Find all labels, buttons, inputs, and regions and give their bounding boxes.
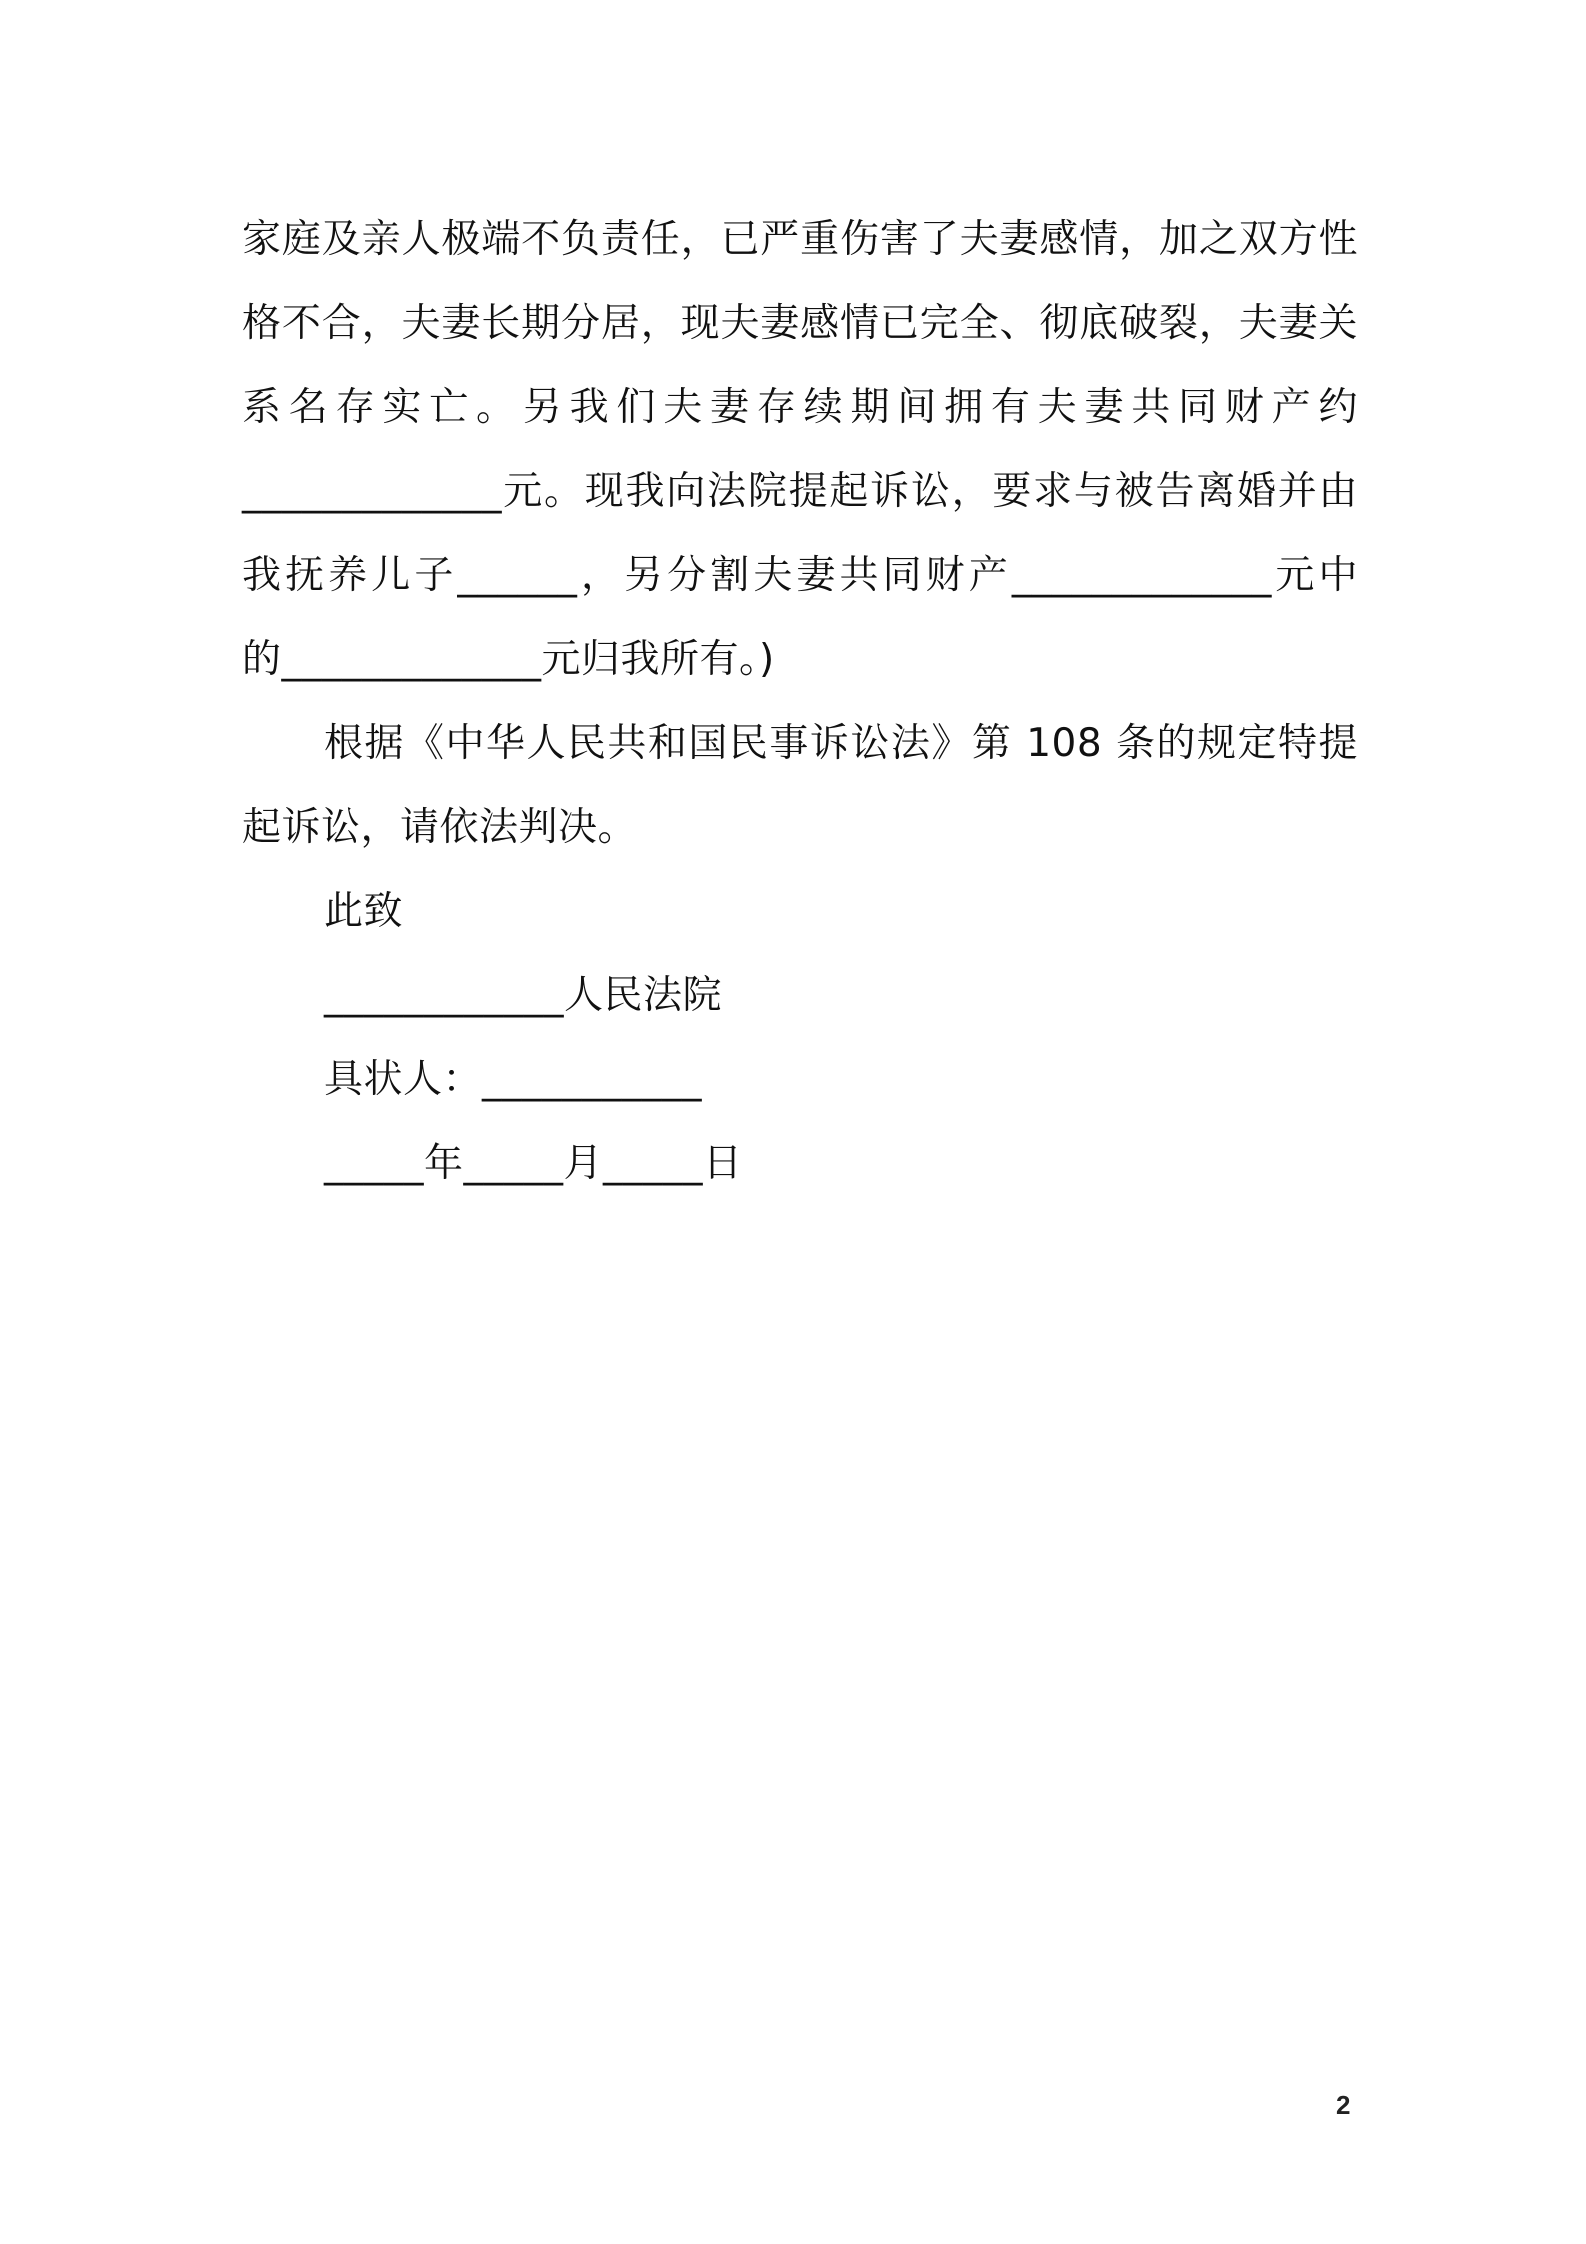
paragraph-line: 家庭及亲人极端不负责任，已严重伤害了夫妻感情，加之双方性	[242, 217, 1358, 262]
paragraph-line: 我抚养儿子______，另分割夫妻共同财产_____________元中	[242, 553, 1358, 598]
complaint-body	[242, 198, 1358, 1206]
paragraph-line: 格不合，夫妻长期分居，现夫妻感情已完全、彻底破裂，夫妻关	[242, 301, 1358, 346]
page-number: 2	[1336, 2090, 1351, 2120]
plaintiff-signature-line: 具状人：___________	[324, 1057, 703, 1102]
legal-basis-line: 起诉讼，请依法判决。	[242, 805, 638, 850]
court-name-line: ____________人民法院	[324, 973, 723, 1018]
salutation-line: 此致	[324, 889, 404, 934]
paragraph-line: 系名存实亡。另我们夫妻存续期间拥有夫妻共同财产约	[242, 385, 1358, 430]
legal-basis-line: 根据《中华人民共和国民事诉讼法》第 108 条的规定特提	[324, 721, 1358, 766]
date-line: _____年_____月_____日	[324, 1141, 743, 1186]
paragraph-line: 的_____________元归我所有。)	[242, 637, 775, 682]
paragraph-line: _____________元。现我向法院提起诉讼，要求与被告离婚并由	[242, 469, 1358, 514]
